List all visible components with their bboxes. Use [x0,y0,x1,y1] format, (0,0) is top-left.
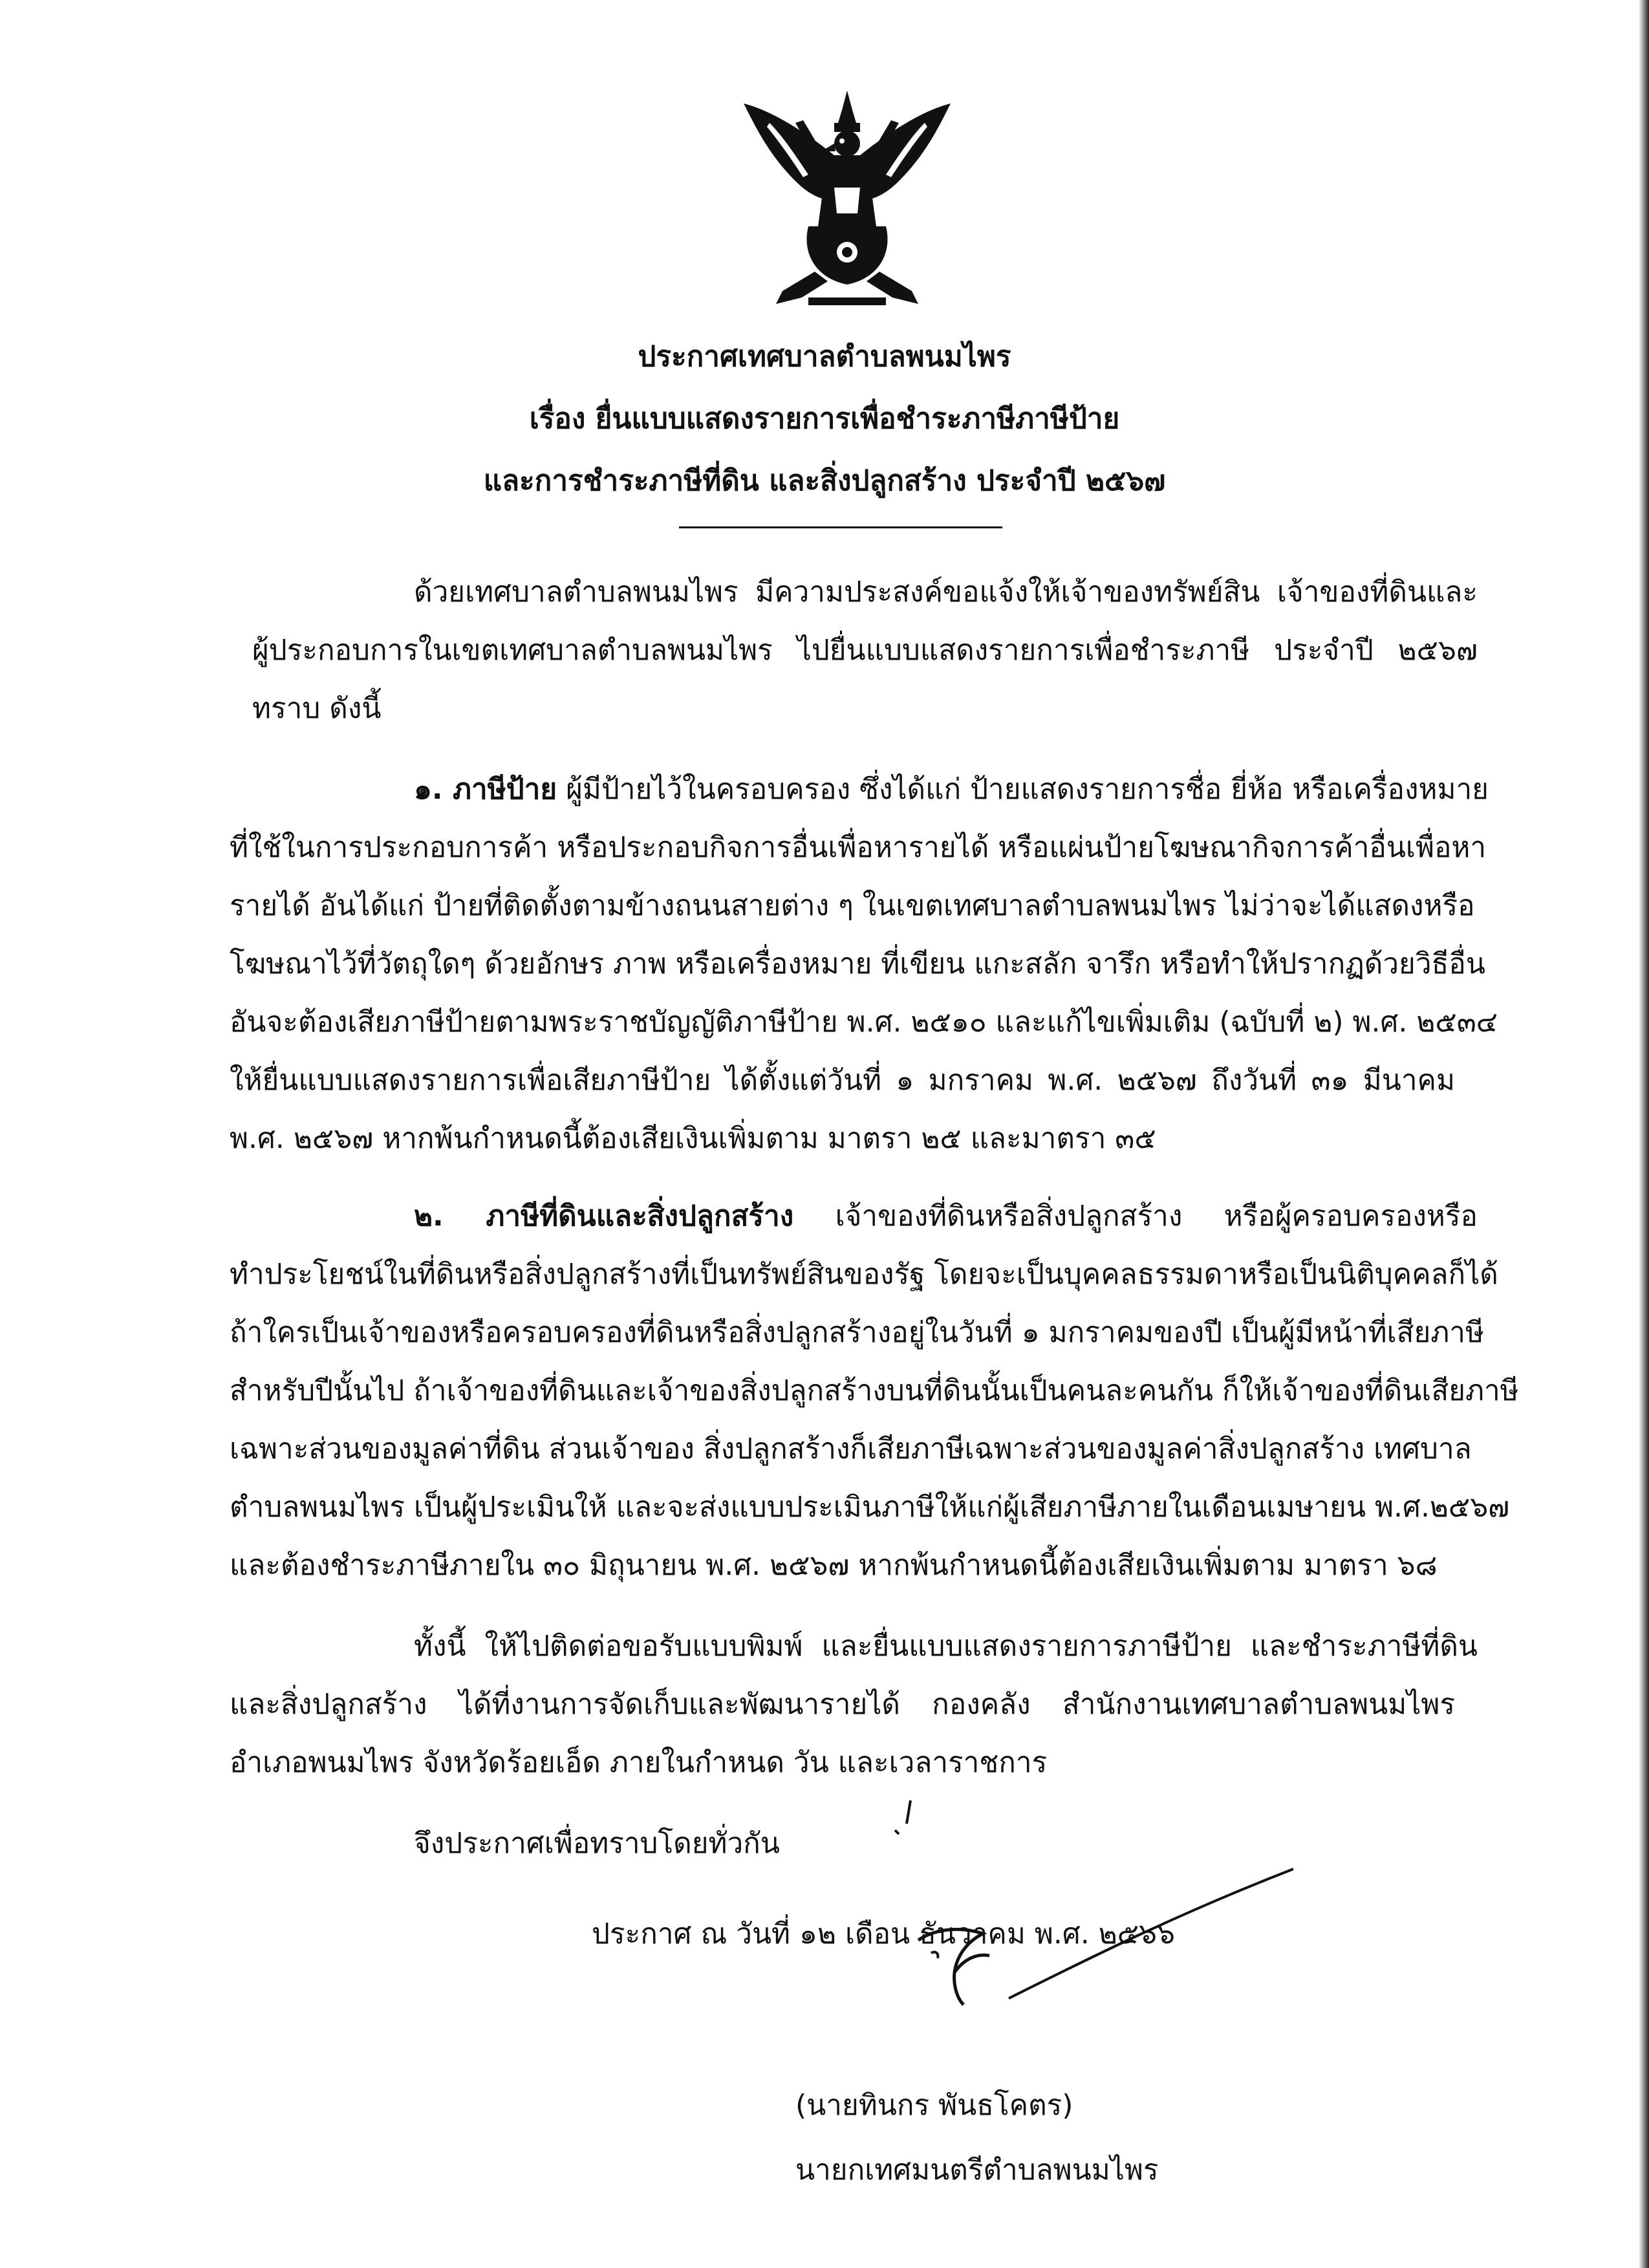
section2-line: ถ้าใครเป็นเจ้าของหรือครอบครองที่ดินหรือสิ่งปลูกสร้างอยู่ในวันที่ ๑ มกราคมของปี เป็นผู้มีหน้าที่เสียภาษี [230,1316,1484,1349]
pen-tick-mark [892,1798,918,1837]
section2-line: ตำบลพนมไพร เป็นผู้ประเมินให้ และจะส่งแบบประเมินภาษีให้แก่ผู้เสียภาษีภายในเดือนเมษายน พ.ศ.๒๕๖๗ [230,1491,1510,1524]
title-line-3: และการชำระภาษีที่ดิน และสิ่งปลูกสร้าง ประจำปี ๒๕๖๗ [483,464,1166,497]
section1-first-line-text: ผู้มีป้ายไว้ในครอบครอง ซึ่งได้แก่ ป้ายแสดงรายการชื่อ ยี่ห้อ หรือเครื่องหมาย [557,773,1489,806]
section1-first-line [414,766,1489,812]
title-divider [679,526,1002,528]
closing-line: ทั้งนี้ ให้ไปติดต่อขอรับแบบพิมพ์ และยื่นแบบแสดงรายการภาษีป้าย และชำระภาษีที่ดิน [414,1630,1478,1663]
pen-strike-mark [996,1863,1306,2005]
title-line-2: เรื่อง ยื่นแบบแสดงรายการเพื่อชำระภาษีภาษีป้าย [529,402,1120,435]
signer-name: (นายทินกร พันธโคตร) [795,2089,1073,2122]
section1-line: พ.ศ. ๒๕๖๗ หากพ้นกำหนดนี้ต้องเสียเงินเพิ่มตาม มาตรา ๒๕ และมาตรา ๓๕ [230,1122,1156,1155]
section2-first-line [414,1193,1478,1238]
section2-heading: ๒. ภาษีที่ดินและสิ่งปลูกสร้าง [414,1200,794,1233]
announce-line: จึงประกาศเพื่อทราบโดยทั่วกัน [414,1827,780,1860]
section1-line: ให้ยื่นแบบแสดงรายการเพื่อเสียภาษีป้าย ได้ตั้งแต่วันที่ ๑ มกราคม พ.ศ. ๒๕๖๗ ถึงวันที่ ๓๑ มีนาคม [230,1064,1455,1097]
intro-line: ด้วยเทศบาลตำบลพนมไพร มีความประสงค์ขอแจ้งให้เจ้าของทรัพย์สิน เจ้าของที่ดินและ [414,576,1478,609]
section2-line: สำหรับปีนั้นไป ถ้าเจ้าของที่ดินและเจ้าของสิ่งปลูกสร้างบนที่ดินนั้นเป็นคนละคนกัน ก็ให้เจ้าของที่ดินเสียภาษี [230,1374,1519,1407]
garuda-emblem-icon [731,84,964,317]
section2-line: และต้องชำระภาษีภายใน ๓๐ มิถุนายน พ.ศ. ๒๕๖๗ หากพ้นกำหนดนี้ต้องเสียเงินเพิ่มตาม มาตรา ๖๘ [230,1549,1438,1582]
section1-line: ที่ใช้ในการประกอบการค้า หรือประกอบกิจการอื่นเพื่อหารายได้ หรือแผ่นป้ายโฆษณากิจการค้าอื่นเพื่อหา [230,831,1487,864]
signer-position: นายกเทศมนตรีตำบลพนมไพร [795,2154,1159,2187]
section2-line: เฉพาะส่วนของมูลค่าที่ดิน ส่วนเจ้าของ สิ่งปลูกสร้างก็เสียภาษีเฉพาะส่วนของมูลค่าสิ่งปลูกสร้าง เทศบาล [230,1432,1472,1465]
section2-line: ทำประโยชน์ในที่ดินหรือสิ่งปลูกสร้างที่เป็นทรัพย์สินของรัฐ โดยจะเป็นบุคคลธรรมดาหรือเป็นนิติบุคคลก็ได้ [230,1258,1498,1291]
closing-line: อำเภอพนมไพร จังหวัดร้อยเอ็ด ภายในกำหนด วัน และเวลาราชการ [230,1746,1048,1779]
section1-line: รายได้ อันได้แก่ ป้ายที่ติดตั้งตามข้างถนนสายต่าง ๆ ในเขตเทศบาลตำบลพนมไพร ไม่ว่าจะได้แสดงหรือ [230,889,1475,922]
section2-first-line-text: เจ้าของที่ดินหรือสิ่งปลูกสร้าง หรือผู้ครอบครองหรือ [793,1200,1478,1233]
scan-edge-shadow [1639,0,1649,2268]
section1-line: โฆษณาไว้ที่วัตถุใดๆ ด้วยอักษร ภาพ หรือเครื่องหมาย ที่เขียน แกะสลัก จารึก หรือทำให้ปรากฏด้วยวิธีอื่น [230,947,1485,980]
section1-heading: ๑. ภาษีป้าย [414,773,557,806]
handwritten-signature [892,1888,1035,2018]
intro-line: ผู้ประกอบการในเขตเทศบาลตำบลพนมไพร ไปยื่นแบบแสดงรายการเพื่อชำระภาษี ประจำปี ๒๕๖๗ [252,634,1478,667]
section1-line: อันจะต้องเสียภาษีป้ายตามพระราชบัญญัติภาษีป้าย พ.ศ. ๒๕๑๐ และแก้ไขเพิ่มเติม (ฉบับที่ ๒) พ.ศ. ๒๕๓๔ [230,1006,1498,1039]
title-line-1: ประกาศเทศบาลตำบลพนมไพร [638,340,1011,373]
intro-line: ทราบ ดังนี้ [252,692,382,725]
closing-line: และสิ่งปลูกสร้าง ได้ที่งานการจัดเก็บและพัฒนารายได้ กองคลัง สำนักงานเทศบาลตำบลพนมไพร [230,1688,1455,1721]
date-line: ประกาศ ณ วันที่ ๑๒ เดือน ธันวาคม พ.ศ. ๒๕๖๖ [592,1917,1175,1950]
